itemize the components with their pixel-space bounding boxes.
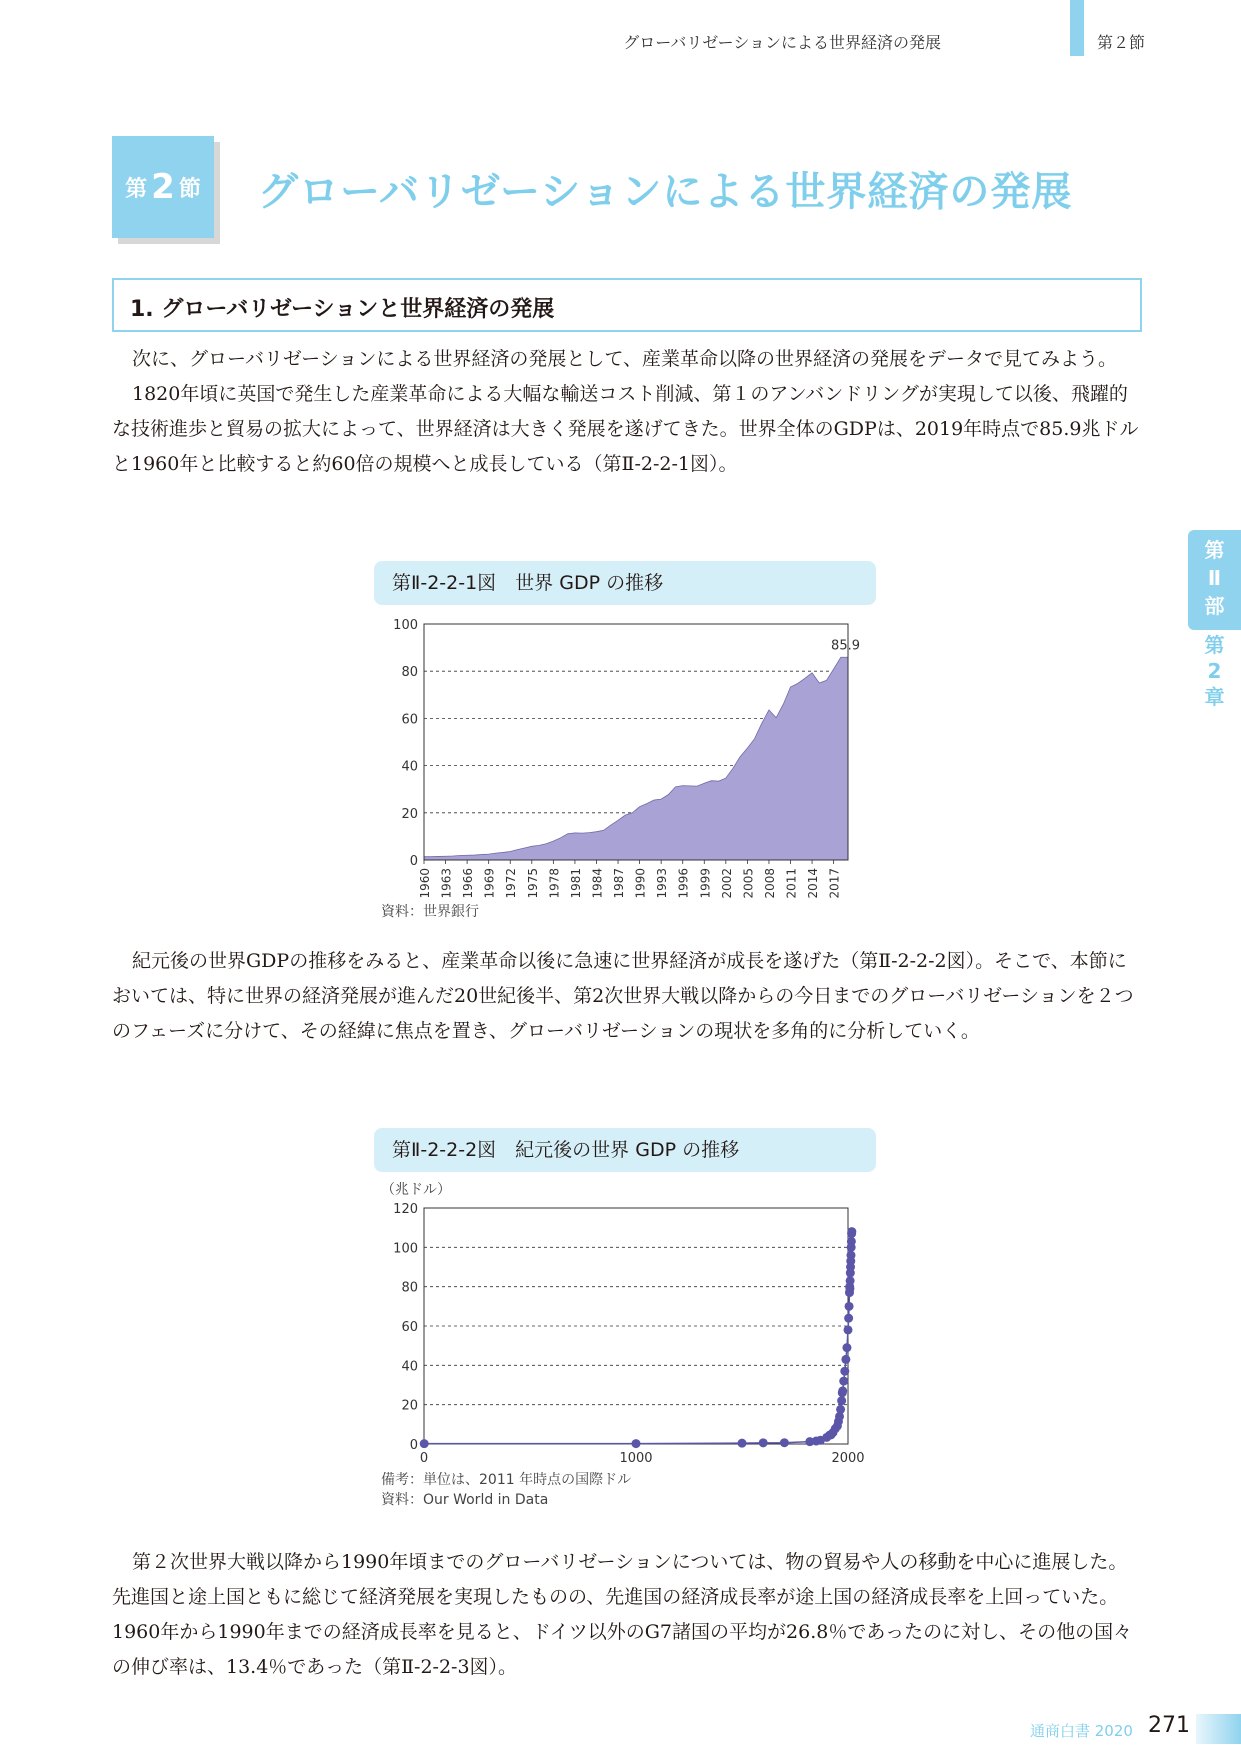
figure-1-source: 資料：世界銀行 xyxy=(381,904,479,920)
section-prefix: 第 xyxy=(125,176,148,202)
x-tick-label: 1987 xyxy=(612,868,627,899)
x-tick-label: 2005 xyxy=(741,868,756,899)
x-tick-label: 1978 xyxy=(547,868,562,899)
x-tick-label: 2008 xyxy=(762,868,777,899)
chapter-tab-label: 第 2 章 xyxy=(1204,633,1225,709)
y-tick-label: 0 xyxy=(409,854,418,869)
part-side-tab[interactable] xyxy=(1188,530,1241,630)
subsection-heading-box xyxy=(112,278,1142,332)
y-tick-label: 80 xyxy=(401,665,418,681)
y-tick-label: 20 xyxy=(401,806,418,822)
x-tick-label: 1993 xyxy=(655,868,670,899)
paragraph-2: 1820年頃に英国で発生した産業革命による大幅な輸送コスト削減、第１のアンバンドリングが実現して以後、飛躍的な技術進歩と貿易の拡大によって、世界経済は大きく発展を遂げてきた。世界全体のGDPは、2019年時点で85.9兆ドルと1960年と比較すると約60倍の規模へと成長している（第Ⅱ-2-2-1図）。 xyxy=(112,383,1139,475)
section-suffix: 節 xyxy=(178,176,201,202)
x-tick-label: 2017 xyxy=(827,868,842,899)
x-tick-label: 1966 xyxy=(461,868,476,899)
page-number: 271 xyxy=(1148,1713,1190,1738)
paragraph-4: 第２次世界大戦以降から1990年頃までのグローバリゼーションについては、物の貿易や人の移動を中心に進展した。先進国と途上国ともに総じて経済発展を実現したものの、先進国の経済成長率が途上国の経済成長率を上回っていた。1960年から1990年までの経済成長率を見ると、ドイツ以外のG7諸国の平均が26.8％であったのに対し、その他の国々の伸び率は、13.4％であった（第Ⅱ-2-2-3図）。 xyxy=(112,1551,1133,1678)
section-title: グローバリゼーションによる世界経済の発展 xyxy=(258,168,1073,215)
gdp-data-point xyxy=(839,1377,848,1386)
y-tick-label: 40 xyxy=(401,1359,418,1375)
gdp-data-point xyxy=(838,1386,847,1395)
x-tick-label: 2011 xyxy=(784,868,799,899)
y-tick-label: 40 xyxy=(401,759,418,775)
y-tick-label: 60 xyxy=(401,712,418,728)
figure-2-note: 備考：単位は、2011 年時点の国際ドル xyxy=(381,1472,632,1488)
x-tick-label: 2002 xyxy=(719,868,734,899)
y-tick-label: 80 xyxy=(401,1280,418,1296)
paragraph-1: 次に、グローバリゼーションによる世界経済の発展として、産業革命以降の世界経済の発展をデータで見てみよう。 xyxy=(132,348,1117,370)
x-tick-label: 1969 xyxy=(482,868,497,899)
paragraph-3: 紀元後の世界GDPの推移をみると、産業革命以後に急速に世界経済が成長を遂げた（第Ⅱ-2-2-2図）。そこで、本節においては、特に世界の経済発展が進んだ20世紀後半、第2次世界大戦以降からの今日までのグローバリゼーションを２つのフェーズに分けて、その経緯に焦点を置き、グローバリゼーションの現状を多角的に分析していく。 xyxy=(112,950,1134,1042)
gdp-data-point xyxy=(847,1227,856,1236)
running-header-accent-bar xyxy=(1070,0,1084,56)
y-tick-label: 60 xyxy=(401,1320,418,1335)
peak-data-label: 85.9 xyxy=(831,638,860,654)
x-tick-label: 0 xyxy=(419,1451,429,1466)
gdp-data-point xyxy=(738,1439,747,1448)
intro-text-block xyxy=(112,342,1142,482)
x-tick-label: 1996 xyxy=(676,868,691,899)
gdp-data-point xyxy=(780,1438,789,1447)
figure-1-caption: 第Ⅱ-2-2-1図 世界 GDP の推移 xyxy=(374,561,876,605)
y-tick-label: 100 xyxy=(393,1241,418,1257)
gdp-data-point xyxy=(837,1396,846,1405)
x-tick-label: 1999 xyxy=(698,868,713,899)
gdp-data-point xyxy=(845,1284,854,1293)
gdp-data-point xyxy=(844,1325,853,1334)
middle-text-block xyxy=(112,944,1142,1049)
x-tick-label: 1963 xyxy=(439,868,454,899)
figure-2-source: 資料：Our World in Data xyxy=(381,1492,549,1508)
part-tab-label: 第 Ⅱ 部 xyxy=(1204,538,1225,618)
gdp-data-point xyxy=(632,1439,641,1448)
section-number: 2 xyxy=(151,167,175,207)
gdp-data-point xyxy=(847,1237,856,1246)
running-header-title: グローバリゼーションによる世界経済の発展 xyxy=(623,33,941,52)
gdp-data-point xyxy=(845,1302,854,1311)
gdp-data-point xyxy=(842,1343,851,1352)
gdp-area-series xyxy=(424,657,848,860)
x-tick-label: 1972 xyxy=(504,868,519,899)
y-tick-label: 100 xyxy=(393,618,418,633)
closing-text-block xyxy=(112,1545,1142,1685)
gdp-data-point xyxy=(841,1355,850,1364)
chapter-side-label xyxy=(1188,632,1241,710)
subsection-title: 1. グローバリゼーションと世界経済の発展 xyxy=(130,297,555,322)
figure-2-unit: （兆ドル） xyxy=(381,1182,451,1198)
gdp-data-point xyxy=(836,1405,845,1414)
gdp-data-point xyxy=(759,1438,768,1447)
gdp-data-point xyxy=(420,1439,429,1448)
x-tick-label: 2000 xyxy=(831,1451,865,1466)
section-number-box xyxy=(112,136,214,238)
gdp-data-point xyxy=(846,1251,855,1260)
y-tick-label: 120 xyxy=(393,1202,418,1217)
footer-accent-bar xyxy=(1196,1714,1241,1744)
x-tick-label: 1981 xyxy=(568,868,583,899)
x-tick-label: 1990 xyxy=(633,868,648,899)
x-tick-label: 1984 xyxy=(590,868,605,899)
x-tick-label: 1960 xyxy=(418,868,432,899)
gdp-series-line xyxy=(424,1232,852,1444)
gdp-data-point xyxy=(844,1314,853,1323)
x-tick-label: 1000 xyxy=(619,1451,653,1466)
gdp-data-point xyxy=(846,1276,855,1285)
gdp-data-point xyxy=(840,1367,849,1376)
footer-publication: 通商白書 2020 xyxy=(1030,1722,1133,1740)
y-tick-label: 20 xyxy=(401,1398,418,1414)
figure-2-chart xyxy=(374,1196,874,1466)
x-tick-label: 1975 xyxy=(525,868,540,899)
y-tick-label: 0 xyxy=(409,1438,418,1453)
figure-1-chart xyxy=(374,612,874,912)
x-tick-label: 2014 xyxy=(806,868,821,899)
figure-2-caption: 第Ⅱ-2-2-2図 紀元後の世界 GDP の推移 xyxy=(374,1128,876,1172)
running-header-section: 第２節 xyxy=(1097,33,1146,52)
